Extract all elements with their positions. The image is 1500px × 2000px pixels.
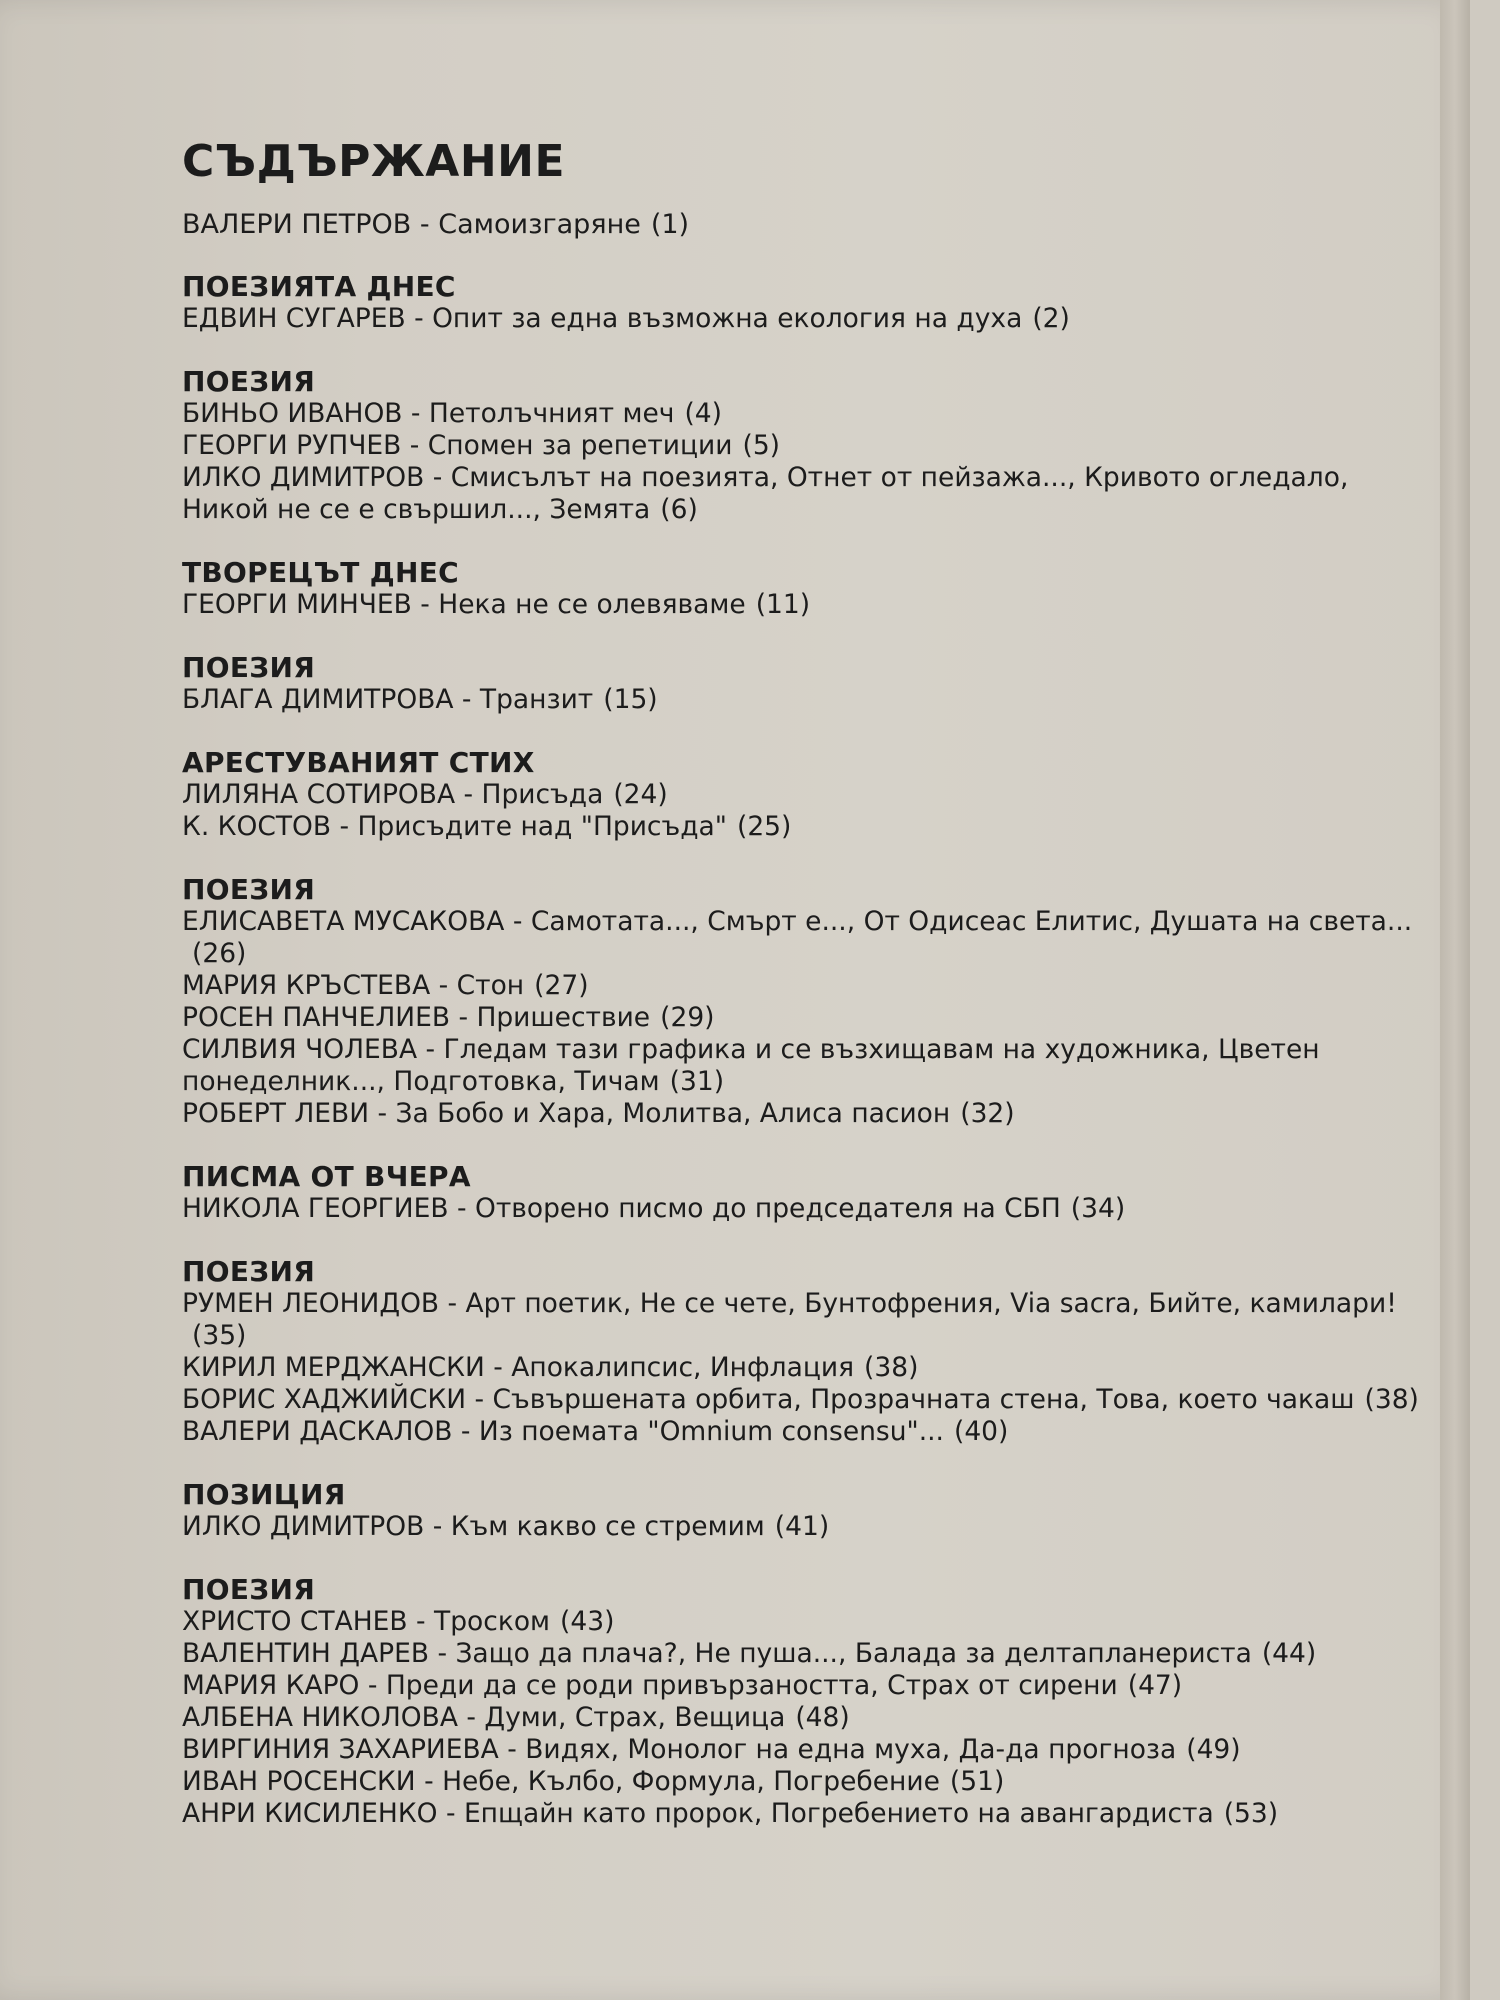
entry-separator: -: [498, 1734, 526, 1766]
entry-title: Опит за една възможна екология на духа: [432, 303, 1023, 335]
entry-separator: -: [407, 1606, 435, 1638]
entry-author: БОРИС ХАДЖИЙСКИ: [182, 1384, 467, 1416]
toc-entry: [182, 1766, 1422, 1798]
toc-section: [182, 1573, 1422, 1830]
entry-page-number: (26): [192, 938, 247, 970]
toc-section: [182, 270, 1422, 335]
entry-separator: -: [411, 209, 439, 241]
section-heading: АРЕСТУВАНИЯТ СТИХ: [182, 746, 535, 780]
toc-sections: [182, 270, 1422, 1830]
entry-page-number: (15): [603, 684, 658, 716]
entry-title: Отворено писмо до председателя на СБП: [474, 1193, 1061, 1225]
entry-author: АЛБЕНА НИКОЛОВА: [182, 1702, 458, 1734]
entry-title: Смисълът на поезията, Отнет от пейзажа..., Кривото огледало, Никой не се е свършил..., Земята: [182, 462, 1349, 526]
entry-separator: -: [455, 779, 482, 811]
section-heading: ПОЕЗИЯТА ДНЕС: [182, 270, 456, 304]
entry-page-number: (31): [669, 1066, 725, 1098]
entry-page-number: (48): [795, 1702, 850, 1734]
toc-entry: [182, 906, 1422, 970]
entry-author: РОСЕН ПАНЧЕЛИЕВ: [182, 1002, 451, 1034]
entry-title: Самоизгаряне: [438, 209, 641, 241]
entry-title: Присъдите над "Присъда": [357, 811, 727, 843]
entry-author: ВИРГИНИЯ ЗАХАРИЕВА: [182, 1734, 499, 1766]
entry-page-number: (24): [613, 779, 668, 811]
entry-title: Видях, Монолог на една муха, Да-да прогноза: [525, 1734, 1177, 1766]
toc-section: [182, 1160, 1422, 1225]
toc-entry: [182, 1416, 1422, 1448]
entry-author: КИРИЛ МЕРДЖАНСКИ: [182, 1352, 485, 1384]
toc-section: [182, 556, 1422, 621]
toc-entry: [182, 779, 1422, 811]
entry-separator: -: [405, 303, 433, 335]
entry-separator: -: [448, 1193, 475, 1225]
toc-entry: [182, 1606, 1422, 1638]
entry-author: ВАЛЕРИ ДАСКАЛОВ: [182, 1416, 453, 1448]
toc-section: [182, 873, 1422, 1130]
entry-page-number: (44): [1261, 1638, 1317, 1670]
entry-separator: -: [450, 1002, 477, 1034]
entry-separator: -: [430, 970, 457, 1002]
entry-page-number: (11): [755, 589, 811, 621]
entry-separator: -: [415, 1766, 443, 1798]
toc-entry: [182, 1384, 1422, 1416]
section-heading: ПОЗИЦИЯ: [182, 1478, 346, 1512]
entry-title: Троском: [434, 1606, 551, 1638]
section-heading: ПОЕЗИЯ: [182, 365, 316, 399]
toc-entry: [182, 1670, 1422, 1702]
section-heading: ТВОРЕЦЪТ ДНЕС: [182, 556, 459, 590]
entry-separator: -: [457, 1702, 485, 1734]
section-heading: ПОЕЗИЯ: [182, 1573, 316, 1607]
entry-title: За Бобо и Хара, Молитва, Алиса пасион: [395, 1098, 951, 1130]
entry-title: Нека не се олевяваме: [438, 589, 746, 621]
lead-entry: [182, 208, 1422, 242]
entry-page-number: (47): [1127, 1670, 1183, 1702]
entry-page-number: (27): [534, 970, 589, 1002]
entry-title: Съвършената орбита, Прозрачната стена, Това, което чакаш: [492, 1384, 1355, 1416]
entry-separator: -: [484, 1352, 512, 1384]
page-edge: [1440, 0, 1470, 2000]
entry-author: АНРИ КИСИЛЕНКО: [182, 1798, 438, 1830]
entry-page-number: (43): [560, 1606, 615, 1638]
entry-separator: -: [504, 906, 531, 938]
entry-author: ЕДВИН СУГАРЕВ: [182, 303, 406, 335]
toc-section: [182, 1478, 1422, 1543]
toc-entry: [182, 1638, 1422, 1670]
entry-title: Петолъчният меч: [428, 398, 675, 430]
entry-title: Думи, Страх, Вещица: [484, 1702, 786, 1734]
entry-separator: -: [452, 1416, 479, 1448]
toc-entry: [182, 430, 1422, 462]
entry-separator: -: [417, 1034, 444, 1066]
toc-section: [182, 651, 1422, 716]
entry-author: МАРИЯ КАРО: [182, 1670, 360, 1702]
entry-page-number: (25): [736, 811, 792, 843]
entry-title: Пришествие: [476, 1002, 651, 1034]
entry-author: ИЛКО ДИМИТРОВ: [182, 1511, 425, 1543]
section-heading: ПОЕЗИЯ: [182, 651, 316, 685]
entry-author: БЛАГА ДИМИТРОВА: [182, 684, 454, 716]
entry-title: Преди да се роди привързаността, Страх от сирени: [385, 1670, 1118, 1702]
toc-entry: [182, 684, 1422, 716]
entry-separator: -: [359, 1670, 386, 1702]
entry-title: Транзит: [479, 684, 594, 716]
entry-author: ВАЛЕРИ ПЕТРОВ: [182, 209, 412, 241]
entry-page-number: (1): [650, 209, 690, 241]
entry-page-number: (40): [953, 1416, 1009, 1448]
entry-title: Присъда: [481, 779, 604, 811]
toc-section: [182, 746, 1422, 843]
entry-page-number: (41): [774, 1511, 830, 1543]
entry-separator: -: [429, 1638, 456, 1670]
entry-separator: -: [411, 589, 439, 621]
entry-author: РОБЕРТ ЛЕВИ: [182, 1098, 370, 1130]
entry-author: ХРИСТО СТАНЕВ: [182, 1606, 408, 1638]
entry-author: СИЛВИЯ ЧОЛЕВА: [182, 1034, 418, 1066]
entry-separator: -: [466, 1384, 493, 1416]
entry-page-number: (38): [864, 1352, 919, 1384]
entry-author: РУМЕН ЛЕОНИДОВ: [182, 1288, 440, 1320]
entry-title: Гледам тази графика и се възхищавам на художника, Цветен понеделник..., Подготовка, Тичам: [182, 1034, 1320, 1098]
entry-title: Апокалипсис, Инфлация: [511, 1352, 855, 1384]
toc-entry: [182, 1034, 1422, 1098]
entry-page-number: (51): [949, 1766, 1005, 1798]
section-heading: ПИСМА ОТ ВЧЕРА: [182, 1160, 471, 1194]
entry-title: Арт поетик, Не се чете, Бунтофрения, Via sacra, Бийте, камилари!: [465, 1288, 1397, 1320]
toc-entry: [182, 1288, 1422, 1352]
entry-separator: -: [439, 1288, 466, 1320]
entry-author: ВАЛЕНТИН ДАРЕВ: [182, 1638, 430, 1670]
toc-entry: [182, 1511, 1422, 1543]
toc-entry: [182, 1734, 1422, 1766]
entry-separator: -: [437, 1798, 464, 1830]
entry-author: МАРИЯ КРЪСТЕВА: [182, 970, 431, 1002]
toc-entry: [182, 462, 1422, 526]
toc-section: [182, 1255, 1422, 1448]
entry-separator: -: [401, 430, 428, 462]
entry-page-number: (5): [742, 430, 781, 462]
entry-separator: -: [424, 1511, 451, 1543]
entry-author: ЕЛИСАВЕТА МУСАКОВА: [182, 906, 505, 938]
entry-title: Небе, Кълбо, Формула, Погребение: [442, 1766, 940, 1798]
entry-separator: -: [402, 398, 429, 430]
entry-author: БИНЬО ИВАНОВ: [182, 398, 403, 430]
entry-page-number: (34): [1070, 1193, 1126, 1225]
toc-entry: [182, 1702, 1422, 1734]
entry-title: Из поемата "Omnium consensu"...: [478, 1416, 944, 1448]
entry-page-number: (53): [1223, 1798, 1279, 1830]
entry-page-number: (35): [192, 1320, 247, 1352]
section-heading: ПОЕЗИЯ: [182, 873, 316, 907]
toc-entry: [182, 811, 1422, 843]
toc-entry: [182, 1352, 1422, 1384]
entry-title: Самотата..., Смърт е..., От Одисеас Елитис, Душата на света...: [530, 906, 1413, 938]
entry-author: ИВАН РОСЕНСКИ: [182, 1766, 416, 1798]
toc-section: [182, 365, 1422, 526]
toc-entry: [182, 303, 1422, 335]
entry-page-number: (29): [660, 1002, 715, 1034]
entry-page-number: (4): [684, 398, 722, 430]
entry-title: Епщайн като пророк, Погребението на авангардиста: [463, 1798, 1214, 1830]
entry-author: ИЛКО ДИМИТРОВ: [182, 462, 425, 494]
entry-page-number: (6): [660, 494, 698, 526]
entry-author: ЛИЛЯНА СОТИРОВА: [182, 779, 456, 811]
toc-entry: [182, 1193, 1422, 1225]
toc-entry: [182, 1798, 1422, 1830]
entry-title: Защо да плача?, Не пуша..., Балада за делтапланериста: [455, 1638, 1252, 1670]
entry-author: ГЕОРГИ МИНЧЕВ: [182, 589, 412, 621]
entry-page-number: (32): [960, 1098, 1015, 1130]
entry-author: ГЕОРГИ РУПЧЕВ: [182, 430, 402, 462]
entry-separator: -: [369, 1098, 396, 1130]
section-heading: ПОЕЗИЯ: [182, 1255, 316, 1289]
toc-entry: [182, 589, 1422, 621]
entry-author: К. КОСТОВ: [182, 811, 332, 843]
entry-author: НИКОЛА ГЕОРГИЕВ: [182, 1193, 449, 1225]
entry-separator: -: [453, 684, 480, 716]
entry-page-number: (38): [1364, 1384, 1419, 1416]
entry-title: Към какво се стремим: [450, 1511, 765, 1543]
entry-page-number: (49): [1186, 1734, 1241, 1766]
entry-title: Стон: [456, 970, 525, 1002]
entry-separator: -: [331, 811, 358, 843]
toc-entry: [182, 1002, 1422, 1034]
toc-title: СЪДЪРЖАНИЕ: [182, 136, 566, 187]
table-of-contents: [182, 138, 1422, 1860]
toc-entry: [182, 398, 1422, 430]
toc-entry: [182, 970, 1422, 1002]
entry-page-number: (2): [1032, 303, 1070, 335]
toc-entry: [182, 1098, 1422, 1130]
entry-title: Спомен за репетиции: [427, 430, 733, 462]
entry-separator: -: [424, 462, 451, 494]
